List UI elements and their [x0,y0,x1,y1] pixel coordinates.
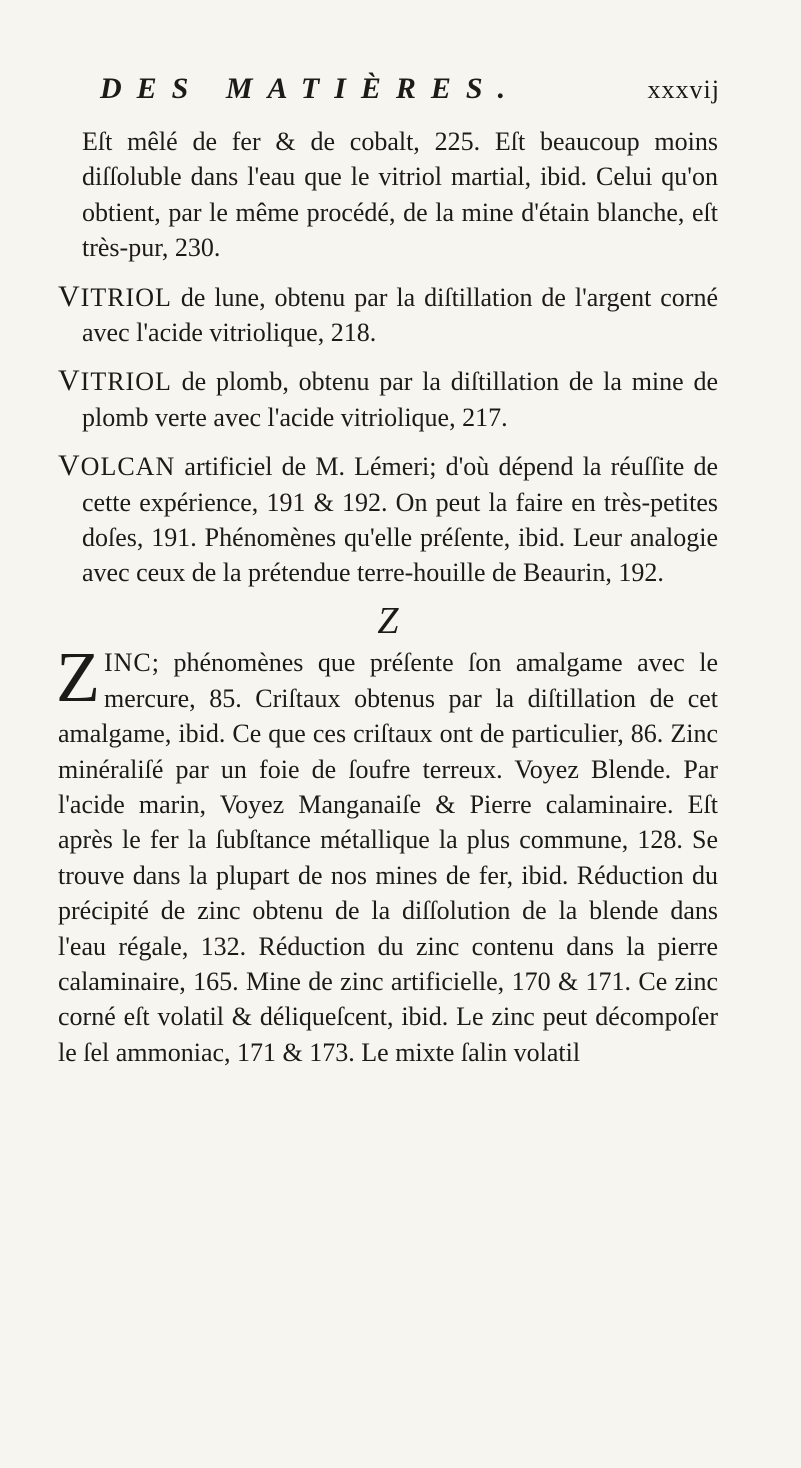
index-entry-vitriol-lune [58,279,718,351]
entry-text: de plomb, obtenu par la diſtillation de la mine de plomb verte avec l'acide vitriolique, 217. [82,367,718,432]
section-letter: Z [377,599,399,642]
entry-headword: VITRIOL [58,279,172,313]
page-number: xxxvij [647,75,720,104]
entry-text: ; phénomènes que préſente ſon amalgame avec le mercure, 85. Criſtaux obtenus par la diſtillation de cet amalgame, ibid. Ce que ces criſtaux ont de particulier, 86. Zinc minéraliſé par un foie de ſoufre terreux. Voyez Blende. Par l'acide marin, Voyez Manganaiſe & Pierre calaminaire. Eſt après le fer la ſubſtance métallique la plus commune, 128. Se trouve dans la plupart de nos mines de fer, ibid. Réduction du précipité de zinc obtenu de la diſſolution de la blende dans l'eau régale, 132. Réduction du zinc contenu dans la pierre calaminaire, 165. Mine de zinc artificielle, 170 & 171. Ce zinc corné eſt volatil & déliqueſcent, ibid. Le zinc peut décompoſer le ſel ammoniac, 171 & 173. Le mixte ſalin volatil [58,648,718,1067]
running-title: DES MATIÈRES. [100,72,521,105]
entry-headword: VITRIOL [58,364,172,398]
entry-text: de lune, obtenu par la diſtillation de l'argent corné avec l'acide vitriolique, 218. [82,282,718,348]
index-entry-zinc [56,637,718,1070]
index-entry-vitriol-plomb [58,363,718,435]
entry-headword: VOLCAN [58,449,176,483]
drop-cap: Z [56,637,100,718]
entry-text: artificiel de M. Lémeri; d'où dépend la réuſſite de cette expérience, 191 & 192. On peut la faire en très-petites doſes, 191. Phénomènes qu'elle préſente, ibid. Leur analogie avec ceux de la prétendue terre-houille de Beaurin, 192. [82,452,718,588]
entry-headword: INC [103,648,152,678]
index-entry-volcan [58,448,718,591]
continued-entry: Eſt mêlé de fer & de cobalt, 225. Eſt beaucoup moins diſſoluble dans l'eau que le vitriol martial, ibid. Celui qu'on obtient, par le même procédé, de la mine d'étain blanche, eſt très-pur, 230. [82,127,718,263]
index-body [58,124,718,1083]
page-header [100,72,720,106]
